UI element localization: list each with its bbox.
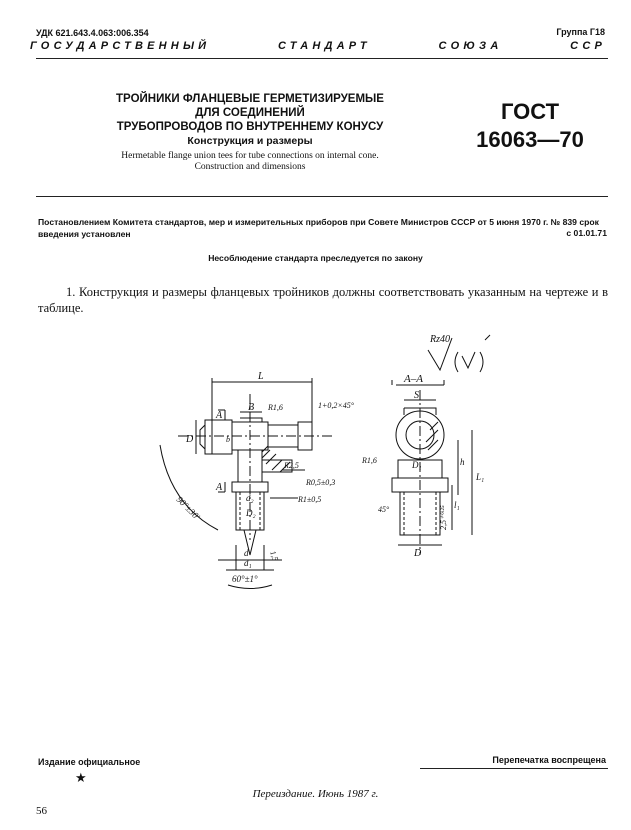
banner-word: ГОСУДАРСТВЕННЫЙ xyxy=(30,40,211,52)
star-mark: ★ xyxy=(75,770,87,785)
dim-R1-6-section: R1,6 xyxy=(362,456,377,465)
state-standard-banner xyxy=(30,40,606,52)
dim-chamfer: 1+0,2×45° xyxy=(318,401,354,410)
banner-word: ССР xyxy=(570,40,606,52)
dim-angle-60: 60°±1° xyxy=(232,574,258,584)
dim-h: h xyxy=(460,457,465,467)
gost-code: 16063—70 xyxy=(476,127,584,152)
english-title xyxy=(100,151,400,173)
dim-L1: L₁ xyxy=(476,472,485,482)
official-edition: Издание официальное xyxy=(38,757,141,767)
gost-label: ГОСТ xyxy=(500,99,560,124)
dim-R1-6: R1,6 xyxy=(268,403,283,412)
law-notice: Несоблюдение стандарта преследуется по закону xyxy=(208,253,423,263)
dim-2-5: 2,5⁺⁰·²⁵ xyxy=(439,505,448,530)
dim-L: L xyxy=(258,371,264,382)
technical-drawing xyxy=(0,330,631,620)
dim-D1: D₁ xyxy=(412,460,422,470)
dim-R0-5: R0,5±0,3 xyxy=(306,478,336,487)
dim-l1: l₁ xyxy=(454,500,460,510)
section-mark-top: А xyxy=(216,410,223,421)
english-title-line: Hermetable flange union tees for tube connections on internal cone. xyxy=(121,151,379,161)
header-rule xyxy=(36,58,608,59)
reprint-rule xyxy=(420,768,608,769)
dim-R2-5: R2,5 xyxy=(284,461,299,470)
dim-d1: d₁ xyxy=(244,558,252,568)
reprint-notice: Перепечатка воспрещена xyxy=(492,755,606,765)
section-title: А–А xyxy=(404,373,423,385)
banner-word: СТАНДАРТ xyxy=(277,40,371,52)
dim-S: S xyxy=(414,390,419,401)
english-title-line: Construction and dimensions xyxy=(194,162,306,172)
dim-R1: R1±0,5 xyxy=(298,495,322,504)
gost-number xyxy=(470,98,590,154)
dim-B: B xyxy=(248,402,255,413)
title-line: ДЛЯ СОЕДИНЕНИЙ xyxy=(195,107,305,119)
dim-D2: D₂ xyxy=(246,508,256,518)
decree-text: Постановлением Комитета стандартов, мер и измерительных приборов при Совете Министров СССР от 5 июня 1970 г. № 839 срок введения установлен xyxy=(38,217,599,239)
dim-d2: d₂ xyxy=(246,493,254,503)
group-code: Группа Г18 xyxy=(556,27,605,37)
title-rule xyxy=(36,196,608,197)
dim-D: D xyxy=(186,434,194,445)
page-number: 56 xyxy=(36,805,47,817)
title-line: ТРОЙНИКИ ФЛАНЦЕВЫЕ ГЕРМЕТИЗИРУЕМЫЕ xyxy=(116,93,384,105)
dim-1-5: 1,5 xyxy=(268,549,280,563)
title-line: ТРУБОПРОВОДОВ ПО ВНУТРЕННЕМУ КОНУСУ xyxy=(116,121,384,133)
banner-word: СОЮЗА xyxy=(438,40,503,52)
section-mark-bottom: А xyxy=(216,482,223,493)
decree-date: с 01.01.71 xyxy=(566,228,607,238)
reedition-note: Переиздание. Июнь 1987 г. xyxy=(252,788,379,800)
body-paragraph: 1. Конструкция и размеры фланцевых тройников должны соответствовать указанным на чертеже и в таблице. xyxy=(38,285,608,315)
document-subtitle: Конструкция и размеры xyxy=(187,135,313,147)
dim-b: b xyxy=(226,435,230,444)
dim-angle-90: 90°±30′ xyxy=(174,494,202,522)
roughness-label: Rz40 xyxy=(430,334,450,345)
document-title xyxy=(100,92,400,134)
dim-d: d xyxy=(244,548,249,558)
dim-D-section: D xyxy=(414,548,422,559)
dim-45: 45° xyxy=(378,505,390,514)
udk-code: УДК 621.643.4.063:006.354 xyxy=(36,28,149,38)
